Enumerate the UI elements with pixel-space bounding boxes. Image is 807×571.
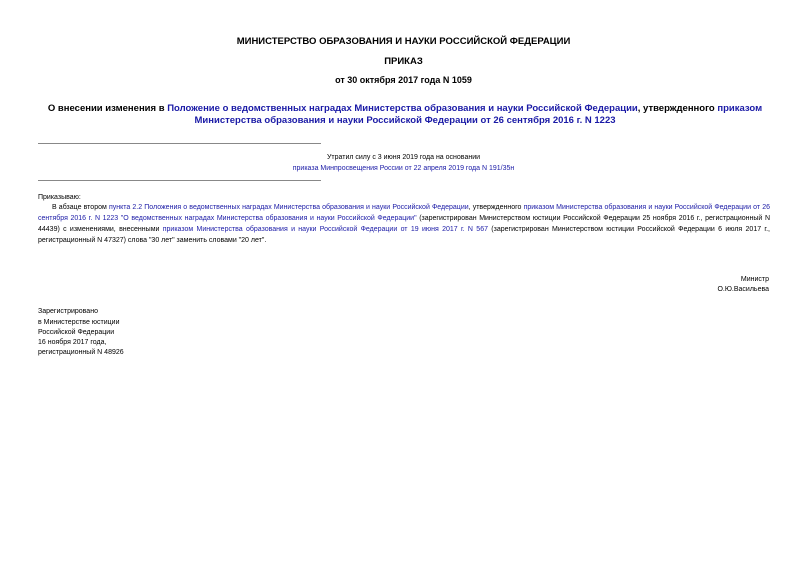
status-note-link[interactable]: приказа Минпросвещения России от 22 апреля 2019 года N 191/35н [292,165,515,172]
registration-line: Зарегистрировано [38,308,98,315]
registration-line: в Министерстве юстиции [38,319,120,326]
para-text-3: (зарегистрирован Министерством юстиции Российской Федерации 25 ноября 2016 г., регистрационный N 44439) с изменениями, внесенными [38,215,771,233]
title-text-part2: , утвержденного [637,103,718,114]
orders-label: Приказываю: [38,194,81,201]
para-text-2: , утвержденного [468,204,524,211]
main-paragraph [38,202,770,246]
para-link-order-567[interactable]: приказом Министерства образования и науки Российской Федерации от 19 июня 2017 г. N 567 [162,226,488,233]
divider-bottom [38,180,321,181]
registration-line: 16 ноября 2017 года, [38,339,107,346]
signature-name: О.Ю.Васильева [717,286,769,293]
signature-position: Министр [740,276,769,283]
status-note-text: Утратил силу с 3 июня 2019 года на основании [326,154,481,161]
para-link-order-1223[interactable]: приказом Министерства образования и науки Российской Федерации от 26 сентября 2016 г. N 1223 "О ведомственных наградах Министерства образования и науки Российской Федерации" [38,204,770,222]
registration-line: Российской Федерации [38,329,115,336]
para-text-1: В абзаце втором [52,204,109,211]
registration-line: регистрационный N 48926 [38,349,124,356]
document-type: ПРИКАЗ [384,56,423,67]
date-number: от 30 октября 2017 года N 1059 [335,75,472,85]
document-title [40,103,770,127]
divider-top [38,143,321,144]
para-text-4: (зарегистрирован Министерством юстиции Российской Федерации 6 июля 2017 г., регистрационный N 47327) слова "30 лет" заменить словами "20 лет". [38,226,771,244]
ministry-heading: МИНИСТЕРСТВО ОБРАЗОВАНИЯ И НАУКИ РОССИЙСКОЙ ФЕДЕРАЦИИ [236,36,571,47]
para-link-clause[interactable]: пункта 2.2 Положения о ведомственных наградах Министерства образования и науки Российской Федерации [108,204,469,211]
title-link-regulation[interactable]: Положение о ведомственных наградах Министерства образования и науки Российской Федерации [167,103,638,114]
title-text-part1: О внесении изменения в [47,103,168,114]
title-link-order[interactable]: приказом Министерства образования и науки Российской Федерации от 26 сентября 2016 г. N 1223 [194,103,763,126]
